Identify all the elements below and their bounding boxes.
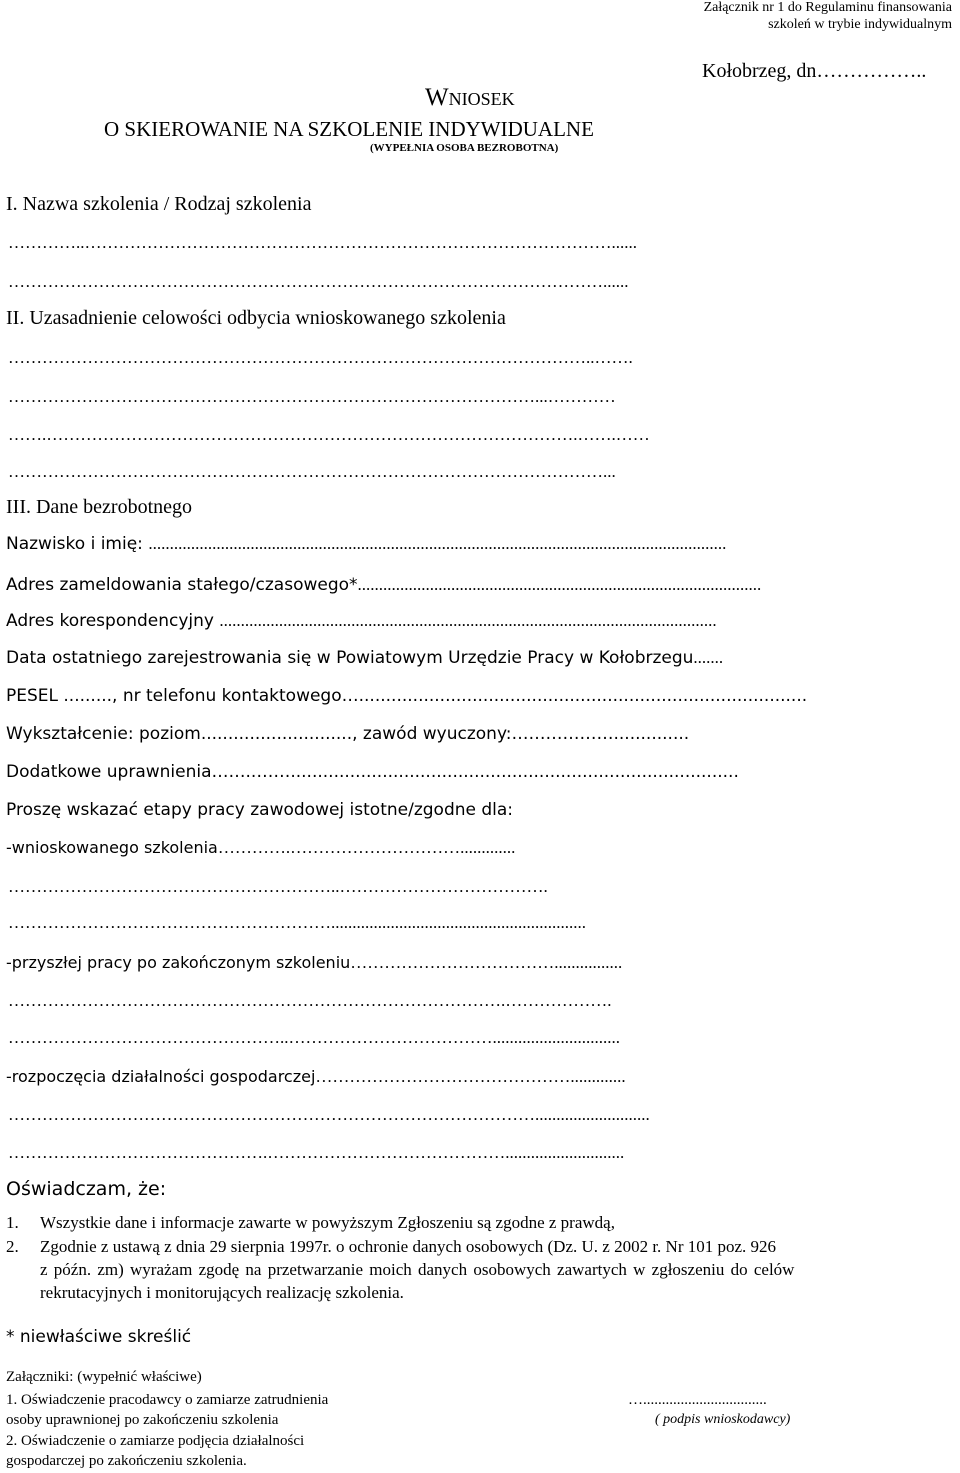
stage-future-work-label: -przyszłej pracy po zakończonym szkoleniu (6, 953, 351, 972)
declaration-heading: Oświadczam, że: (6, 1178, 167, 1200)
attachment-1-line-2: osoby uprawnionej po zakończeniu szkolenia (6, 1412, 279, 1428)
signature-label: ( podpis wnioskodawcy) (655, 1412, 791, 1427)
field-education-profession[interactable] (6, 724, 951, 744)
stage-training-dots[interactable]: ………….…………………………............. (217, 838, 516, 857)
stage-business-label: -rozpoczęcia działalności gospodarczej (6, 1067, 316, 1086)
section1-line-2[interactable]: ……………………………………………………………………………………………...... (8, 272, 629, 291)
field-address-correspondence[interactable] (6, 611, 951, 631)
field-address-registered-dots[interactable]: ............................................................................................... (357, 575, 762, 594)
stage-future-work[interactable] (6, 953, 951, 973)
attachment-1-line-1[interactable]: 1. Oświadczenie pracodawcy o zamiarze zatrudnienia (6, 1392, 329, 1408)
attachment-note-line2: szkoleń w trybie indywidualnym (768, 17, 952, 32)
field-education-label: Wykształcenie: poziom (6, 724, 201, 744)
footnote: * niewłaściwe skreślić (6, 1327, 192, 1347)
field-education-profession-dots[interactable]: ............................, zawód wyuczony:……………….............. (200, 724, 690, 744)
field-address-registered-label: Adres zameldowania stałego/czasowego* (6, 575, 358, 595)
field-pesel-phone[interactable] (6, 686, 951, 706)
field-registration-date-dots[interactable]: ....... (693, 648, 724, 667)
field-address-correspondence-label: Adres korespondencyjny (6, 611, 220, 631)
attachment-2-line-2: gospodarczej po zakończeniu szkolenia. (6, 1453, 247, 1469)
stage-future-work-dots[interactable]: ………………………………................ (350, 953, 623, 972)
field-registration-date-label: Data ostatniego zarejestrowania się w Powiatowym Urzędzie Pracy w Kołobrzegu (6, 648, 694, 668)
stage-future-work-line-1[interactable]: …………………………………………………………………………….………………. (8, 991, 612, 1010)
stage-business-line-2[interactable]: ……………………………………….……………………………………............................ (8, 1143, 625, 1162)
field-additional-qualifications-dots[interactable]: ……..……................................................................................... (211, 762, 739, 782)
place-date: Kołobrzeg, dn…………….. (702, 60, 927, 82)
declaration-item-2-line-3: rekrutacyjnych i monitorujących realizację szkolenia. (40, 1283, 404, 1302)
section3-heading: III. Dane bezrobotnego (6, 496, 193, 518)
stage-training[interactable] (6, 838, 951, 858)
field-pesel-phone-dots[interactable]: ........., nr telefonu kontaktowego…................................................................................... (63, 686, 808, 706)
field-address-correspondence-dots[interactable]: ..................................................................................................................... (219, 611, 717, 630)
attachment-note-line1: Załącznik nr 1 do Regulaminu finansowania (703, 0, 952, 15)
section2-heading: II. Uzasadnienie celowości odbycia wnioskowanego szkolenia (6, 307, 506, 329)
declaration-item-2-line-1: Zgodnie z ustawą z dnia 29 sierpnia 1997r. o ochronie danych osobowych (Dz. U. z 2002 r. Nr 101 poz. 926 (40, 1237, 777, 1256)
stage-business-dots[interactable]: ………………………………………............. (315, 1067, 626, 1086)
field-pesel-label: PESEL (6, 686, 64, 706)
stage-business[interactable] (6, 1067, 951, 1087)
field-additional-qualifications[interactable] (6, 762, 951, 782)
form-note: (WYPEŁNIA OSOBA BEZROBOTNA) (370, 142, 559, 154)
stages-prompt: Proszę wskazać etapy pracy zawodowej istotne/zgodne dla: (6, 800, 514, 820)
section2-line-1[interactable]: …………………………………………………………………………………………..……. (8, 348, 633, 367)
field-name-label: Nazwisko i imię: (6, 534, 149, 554)
stage-training-line-2[interactable]: …………………………………………………............................................................ (8, 913, 586, 932)
attachment-2-line-1[interactable]: 2. Oświadczenie o zamiarze podjęcia działalności (6, 1433, 305, 1449)
declaration-item-1-text: Wszystkie dane i informacje zawarte w powyższym Zgłoszeniu są zgodne z prawdą, (40, 1213, 615, 1232)
stage-training-label: -wnioskowanego szkolenia (6, 838, 218, 857)
stage-future-work-line-2[interactable]: …………………………………………..……………………………….............................. (8, 1028, 620, 1047)
field-name[interactable] (6, 534, 951, 554)
field-name-dots[interactable]: ........................................................................................................................................ (148, 534, 727, 553)
form-title: Wniosek (425, 84, 515, 111)
attachments-heading: Załączniki: (wypełnić właściwe) (6, 1369, 202, 1385)
field-registration-date[interactable] (6, 648, 951, 668)
declaration-item-1-num: 1. (6, 1213, 19, 1232)
field-address-registered[interactable] (6, 575, 951, 595)
section2-line-3[interactable]: …….………………………………………………………………………………….…….…… (8, 425, 650, 444)
declaration-item-2-num: 2. (6, 1237, 19, 1256)
form-subtitle: O SKIEROWANIE NA SZKOLENIE INDYWIDUALNE (104, 117, 594, 141)
section2-line-4[interactable]: ……………………………………………………………………………………………... (8, 462, 616, 481)
section2-line-2[interactable]: …………………………………………………………………………………...………… (8, 387, 616, 406)
section1-line-1[interactable]: …………..…………………………………………………………………………………...... (8, 233, 637, 252)
declaration-item-2-line-2: z późn. zm) wyrażam zgodę na przetwarzanie moich danych osobowych zawartych w zgłoszeniu do celów (40, 1260, 795, 1279)
section1-heading: I. Nazwa szkolenia / Rodzaj szkolenia (6, 193, 312, 215)
field-additional-qualifications-label: Dodatkowe uprawnienia (6, 762, 212, 782)
signature-line[interactable]: …................................. (628, 1392, 767, 1408)
stage-business-line-1[interactable]: …………………………………………………………………………………........................... (8, 1105, 650, 1124)
stage-training-line-1[interactable]: …………………………………………………..………………………………. (8, 877, 548, 896)
